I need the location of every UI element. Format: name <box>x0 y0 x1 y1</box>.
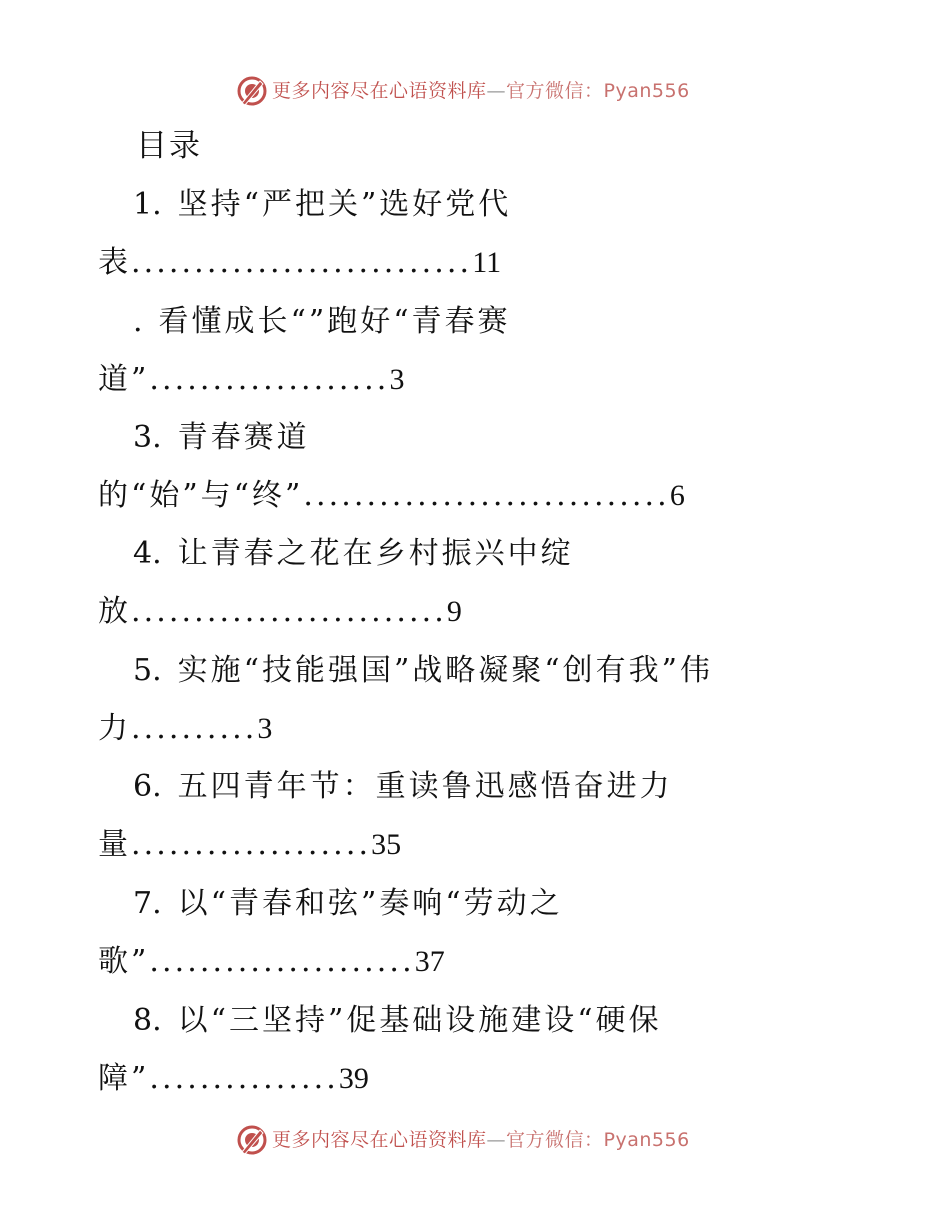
toc-dot-leader: ......................... <box>131 594 447 629</box>
toc-entry-6-heading[interactable] <box>133 765 673 809</box>
toc-entry-number: 4. <box>133 536 162 571</box>
banner-wechat: 官方微信：Pyan556 <box>506 80 690 102</box>
toc-page-number: 3 <box>257 712 273 745</box>
toc-entry-8-heading[interactable] <box>133 999 662 1043</box>
toc-entry-4-tail[interactable] <box>98 590 462 634</box>
toc-dot-leader: ................... <box>149 362 390 397</box>
toc-entry-title: 以“三坚持”促基础设施建设“硬保 <box>177 1003 662 1038</box>
quill-seal-icon <box>236 1124 268 1156</box>
banner-wechat: 官方微信：Pyan556 <box>506 1129 690 1151</box>
toc-entry-number: 3. <box>133 420 162 455</box>
toc-page-number: 3 <box>389 363 405 396</box>
toc-entry-title-cont: 量 <box>98 827 131 862</box>
banner-separator: — <box>486 80 507 102</box>
toc-entry-3-tail[interactable] <box>98 474 685 518</box>
banner-text <box>272 73 690 109</box>
toc-entry-4-heading[interactable] <box>133 532 574 576</box>
quill-seal-icon <box>236 75 268 107</box>
toc-entry-title: 五四青年节：重读鲁迅感悟奋进力 <box>177 769 673 804</box>
toc-entry-title: 青春赛道 <box>177 420 310 455</box>
toc-entry-7-heading[interactable] <box>133 882 563 926</box>
toc-entry-title-cont: 道” <box>98 362 150 397</box>
toc-entry-title: 看懂成长“”跑好“青春赛 <box>158 304 511 339</box>
toc-dot-leader: .......... <box>131 711 258 746</box>
toc-title: 目录 <box>136 128 202 164</box>
toc-entry-6-tail[interactable] <box>98 823 401 867</box>
toc-entry-5-heading[interactable] <box>133 649 713 693</box>
toc-entry-5-tail[interactable] <box>98 707 272 751</box>
toc-entry-3-heading[interactable] <box>133 416 310 460</box>
toc-entry-title: 以“青春和弦”奏响“劳动之 <box>177 886 563 921</box>
toc-page-number: 11 <box>472 246 502 279</box>
toc-entry-title: 让青春之花在乡村振兴中绽 <box>177 536 574 571</box>
toc-entry-1-heading[interactable] <box>133 183 511 227</box>
toc-entry-8-tail[interactable] <box>98 1057 369 1101</box>
toc-dot-leader: ........................... <box>131 245 473 280</box>
toc-entry-2-tail[interactable] <box>98 358 404 402</box>
toc-entry-number: 6. <box>133 769 162 804</box>
toc-page-number: 9 <box>446 595 462 628</box>
toc-entry-number: 1. <box>133 187 162 222</box>
toc-page-number: 6 <box>669 479 685 512</box>
toc-page-number: 35 <box>371 828 402 861</box>
toc-page-number: 39 <box>338 1062 369 1095</box>
banner-text <box>272 1122 690 1158</box>
toc-entry-title-cont: 歌” <box>98 944 150 979</box>
toc-entry-title-cont: 的“始”与“终” <box>98 478 304 513</box>
toc-entry-title: 实施“技能强国”战略凝聚“创有我”伟 <box>177 653 713 688</box>
toc-entry-title-cont: 力 <box>98 711 131 746</box>
toc-entry-title-cont: 放 <box>98 594 131 629</box>
toc-entry-title-cont: 表 <box>98 245 131 280</box>
toc-entry-number: 8. <box>133 1003 162 1038</box>
banner-main-text: 更多内容尽在心语资料库 <box>272 1129 487 1151</box>
banner-separator: — <box>486 1129 507 1151</box>
toc-entry-title-cont: 障” <box>98 1061 150 1096</box>
toc-entry-number: 5. <box>133 653 162 688</box>
toc-dot-leader: ............... <box>149 1061 339 1096</box>
toc-entry-7-tail[interactable] <box>98 940 445 984</box>
toc-entry-number: . <box>133 304 143 339</box>
toc-dot-leader: ................... <box>131 827 372 862</box>
toc-entry-title: 坚持“严把关”选好党代 <box>177 187 512 222</box>
toc-dot-leader: ..................... <box>149 944 415 979</box>
toc-page-number: 37 <box>414 945 445 978</box>
toc-entry-number: 7. <box>133 886 162 921</box>
footer-banner <box>236 1122 716 1158</box>
toc-dot-leader: ............................. <box>303 478 670 513</box>
banner-main-text: 更多内容尽在心语资料库 <box>272 80 487 102</box>
toc-entry-1-tail[interactable] <box>98 241 501 285</box>
header-banner <box>236 73 716 109</box>
toc-entry-2-heading[interactable] <box>133 300 511 344</box>
